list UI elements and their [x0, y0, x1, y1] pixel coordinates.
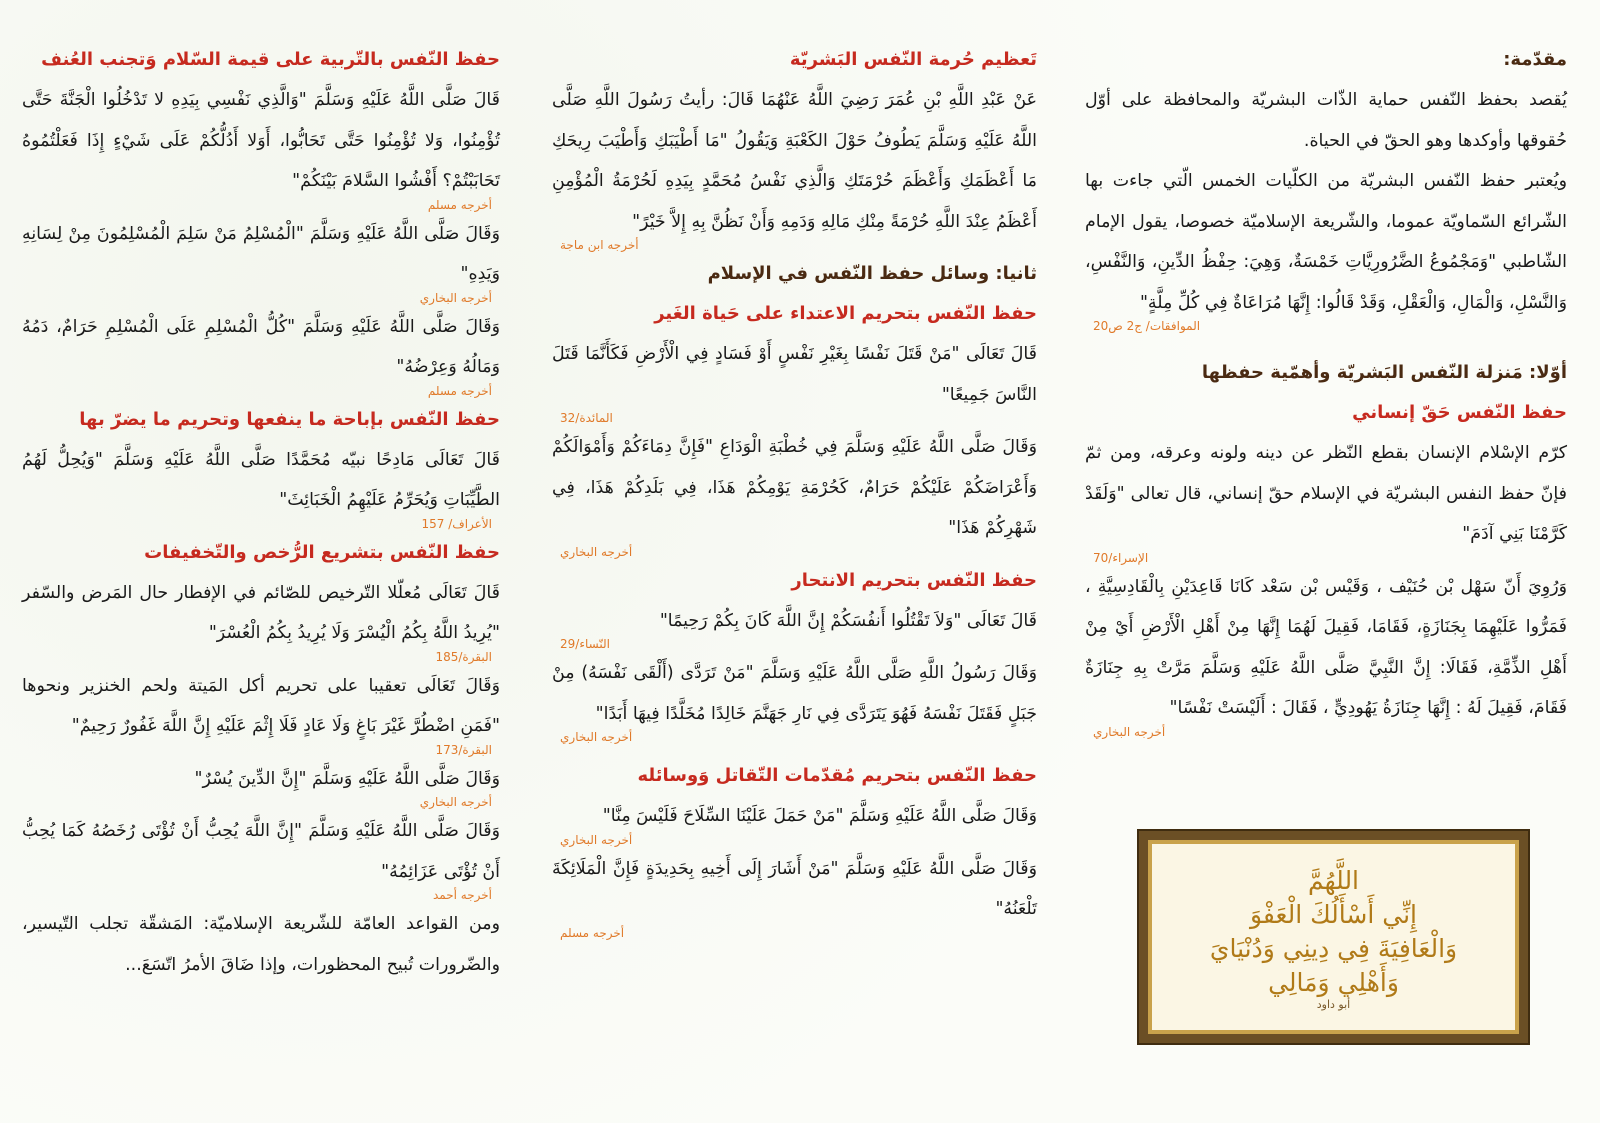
reference: البقرة/173 — [435, 742, 492, 757]
reference: أخرجه البخاري — [419, 290, 492, 305]
paragraph: وَقَالَ صَلَّى اللَّهُ عَلَيْهِ وَسَلَّمَ "الْمُسْلِمُ مَنْ سَلِمَ الْمُسْلِمُونَ مِنْ لِسَانِهِ وَيَدِهِ" — [22, 223, 500, 284]
paragraph: قَالَ صَلَّى اللَّهُ عَلَيْهِ وَسَلَّمَ "وَالَّذِي نَفْسِي بِيَدِهِ لا تَدْخُلُوا الْجَنَّةَ حَتَّى تُؤْمِنُوا، وَلا تُؤْمِنُوا حَتَّى تَحَابُّوا، أَوَلا أَدُلُّكُمْ عَلَى شَيْءٍ إِذَا فَعَلْتُمُوهُ تَحَابَبْتُمْ؟ أَفْشُوا السَّلامَ بَيْنَكُمْ" — [22, 90, 500, 191]
reference: أخرجه البخاري — [560, 544, 633, 559]
dua-panel — [1137, 829, 1530, 1045]
section1-heading: أوّلا: مَنزلة النّفس البَشريّة وأهمّية حفظها — [1201, 362, 1567, 383]
reference: أخرجه البخاري — [419, 795, 492, 809]
paragraph: وَقَالَ رَسُولُ اللَّهِ صَلَّى اللَّهُ عَلَيْهِ وَسَلَّمَ "مَنْ تَرَدَّى (أَلْقَى نَفْسَهُ) مِنْ جَبَلٍ فَقَتَلَ نَفْسَهُ فَهُوَ يَتَرَدَّى فِي نَارِ جَهَنَّمَ خَالِدًا مُخَلَّدًا فِيهَا أَبَدًا" — [552, 663, 1037, 724]
column-left — [22, 40, 500, 985]
intro-reference: الموافقات/ ج2 ص20 — [1093, 319, 1201, 333]
reference: أخرجه ابن ماجة — [560, 238, 639, 252]
dua-panel-inner — [1148, 840, 1519, 1034]
column-middle — [552, 40, 1037, 942]
reference: أخرجه البخاري — [560, 832, 633, 847]
heading-means: ثانيا: وسائل حفظ النّفس في الإسلام — [707, 263, 1037, 284]
heading-subsection: حفظ النّفس بالتّربية على قيمة السّلام وَتجنب العُنف — [41, 49, 500, 70]
heading-subsection: حفظ النّفس بتحريم مُقدّمات التّقاتل وَوسائله — [637, 765, 1037, 786]
paragraph: قَالَ تَعَالَى مُعلّلا التّرخيص للصّائم في الإفطار حال المَرض والسّفر "يُرِيدُ اللَّهُ بِكُمُ الْيُسْرَ وَلَا يُرِيدُ بِكُمُ الْعُسْرَ" — [22, 582, 500, 643]
paragraph: وَقَالَ صَلَّى اللَّهُ عَلَيْهِ وَسَلَّمَ "مَنْ حَمَلَ عَلَيْنَا السِّلَاحَ فَلَيْسَ مِنَّا" — [602, 806, 1037, 826]
heading-subsection: حفظ النّفس بإباحة ما ينفعها وتحريم ما يضرّ بها — [79, 408, 500, 430]
dua-line: اللَّهُمَّ — [1308, 865, 1360, 895]
paragraph: وَقَالَ صَلَّى اللَّهُ عَلَيْهِ وَسَلَّمَ "إِنَّ الدِّينَ يُسْرٌ" — [194, 768, 500, 789]
heading-subsection: حفظ النّفس بتشريع الرُّخص والتّخفيفات — [144, 541, 500, 563]
paragraph: وَقَالَ تَعَالَى تعقيبا على تحريم أكل المَيتة ولحم الخنزير ونحوها "فَمَنِ اضْطُرَّ غَيْرَ بَاغٍ وَلَا عَادٍ فَلَا إِثْمَ عَلَيْهِ إِنَّ اللَّهَ غَفُورٌ رَحِيمٌ" — [22, 675, 500, 736]
intro-paragraph-1: يُقصد بحفظ النّفس حماية الذّات البشريّة والمحافظة على أوّل حُقوقها وأوكدها وهو الحقّ في الحياة. — [1085, 90, 1567, 151]
paragraph: ومن القواعد العامّة للشّريعة الإسلاميّة: المَشقّة تجلب التّيسير، والضّرورات تُبيح المحظورات، وإذا ضَاقَ الأمرُ اتّسَعَ... — [22, 914, 500, 975]
paragraph: وَقَالَ صَلَّى اللَّهُ عَلَيْهِ وَسَلَّمَ "إِنَّ اللَّهَ يُحِبُّ أَنْ تُؤْتَى رُخَصُهُ كَمَا يُحِبُّ أَنْ تُؤْتَى عَزَائِمُهُ" — [22, 821, 500, 882]
dua-reference: أبو داود — [1316, 997, 1351, 1011]
paragraph: وَقَالَ صَلَّى اللَّهُ عَلَيْهِ وَسَلَّمَ "مَنْ أَشَارَ إِلَى أَخِيهِ بِحَدِيدَةٍ فَإِنَّ الْمَلَائِكَةَ تَلْعَنُهُ" — [552, 858, 1037, 919]
paragraph: وَقَالَ صَلَّى اللَّهُ عَلَيْهِ وَسَلَّمَ فِي خُطْبَةِ الْوَدَاعِ "فَإِنَّ دِمَاءَكُمْ وَأَمْوَالَكُمْ وَأَعْرَاضَكُمْ عَلَيْكُمْ حَرَامٌ، كَحُرْمَةِ يَوْمِكُمْ هَذَا، فِي بَلَدِكُمْ هَذَا، فِي شَهْرِكُمْ هَذَا" — [552, 437, 1037, 538]
reference: أخرجه البخاري — [560, 730, 633, 744]
reference: أخرجه مسلم — [427, 197, 492, 212]
section1-reference-2: أخرجه البخاري — [1093, 724, 1166, 739]
intro-paragraph-2: ويُعتبر حفظ النّفس البشريّة من الكلّيات الخمس الّتي جاءت بها الشّرائع السّماويّة عموما، والشّريعة الإسلاميّة خصوصا، يقول الإمام الشّاطبي "وَمَجْمُوعُ الضَّرُورِيَّاتِ خَمْسَةٌ، وَهِيَ: حِفْظُ الدِّينِ، وَالنَّفْسِ، وَالنَّسْلِ، وَالْمَالِ، وَالْعَقْلِ، وَقَدْ قَالُوا: إِنَّهَا مُرَاعَاةٌ فِي كُلِّ مِلَّةٍ" — [1085, 171, 1567, 313]
dua-line: وَالْعَافِيَةَ فِي دِينِي وَدُنْيَايَ — [1209, 933, 1458, 963]
paragraph: قَالَ تَعَالَى "مَنْ قَتَلَ نَفْسًا بِغَيْرِ نَفْسٍ أَوْ فَسَادٍ فِي الْأَرْضِ فَكَأَنَّمَا قَتَلَ النَّاسَ جَمِيعًا" — [552, 344, 1037, 405]
heading-subsection: حفظ النّفس بتحريم الاعتداء على حَياة الغَير — [654, 303, 1037, 324]
dua-line: وَأَهْلِي وَمَالِي — [1268, 967, 1399, 997]
reference: المائدة/32 — [560, 411, 613, 425]
heading-subsection: حفظ النّفس بتحريم الانتحار — [791, 569, 1037, 591]
heading-sanctity: تَعظيم حُرمة النّفس البَشريّة — [789, 49, 1037, 70]
paragraph: عَنْ عَبْدِ اللَّهِ بْنِ عُمَرَ رَضِيَ اللَّهُ عَنْهُمَا قَالَ: رأيتُ رَسُولَ اللَّهِ صَلَّى اللَّهُ عَلَيْهِ وَسَلَّمَ يَطُوفُ حَوْلَ الكَعْبَةِ وَيَقُولُ "مَا أَطْيَبَكِ وَأَطْيَبَ رِيحَكِ مَا أَعْظَمَكِ وَأَعْظَمَ حُرْمَتَكِ وَالَّذِي نَفْسُ مُحَمَّدٍ بِيَدِهِ لَحُرْمَةُ الْمُؤْمِنِ أَعْظَمُ عِنْدَ اللَّهِ حُرْمَةً مِنْكِ مَالِهِ وَدَمِهِ وَأَنْ نَظُنَّ بِهِ إِلاَّ خَيْرً" — [552, 90, 1037, 232]
reference: الأعراف/ 157 — [421, 516, 492, 531]
paragraph: وَقَالَ صَلَّى اللَّهُ عَلَيْهِ وَسَلَّمَ "كُلُّ الْمُسْلِمِ عَلَى الْمُسْلِمِ حَرَامٌ، دَمُهُ وَمَالُهُ وَعِرْضُهُ" — [22, 316, 500, 377]
section1-paragraph-2: وَرُوِيَ أَنّ سَهْل بْن حُنَيْف ، وَقَيْس بْن سَعْد كَانَا قَاعِدَيْنِ بِالْقَادِسِيَّةِ ، فَمَرُّوا عَلَيْهِمَا بِجَنَازَةٍ، فَقَامَا، فَقِيلَ لَهُمَا إِنَّهَا مِنْ أَهْلِ الْأَرْضِ أَيْ مِنْ أَهْلِ الذِّمَّةِ، فَقَالَا: إِنَّ النَّبِيَّ صَلَّى اللَّهُ عَلَيْهِ وَسَلَّمَ مَرَّتْ بِهِ جِنَازَةٌ فَقَامَ، فَقِيلَ لَهُ : إِنَّهَا جِنَازَةُ يَهُودِيٍّ ، فَقَالَ : أَلَيْسَتْ نَفْسًا" — [1085, 576, 1567, 718]
paragraph: قَالَ تَعَالَى "وَلاَ تَقْتُلُوا أَنفُسَكُمْ إِنَّ اللَّهَ كَانَ بِكُمْ رَحِيمًا" — [659, 610, 1037, 631]
paragraph: قَالَ تَعَالَى مَادِحًا نبيّه مُحَمَّدًا صَلَّى اللَّهُ عَلَيْهِ وَسَلَّمَ "وَيُحِلُّ لَهُمُ الطَّيِّبَاتِ وَيُحَرِّمُ عَلَيْهِمُ الْخَبَائِثَ" — [22, 449, 500, 510]
reference: أخرجه مسلم — [427, 383, 492, 398]
column-right — [1085, 40, 1567, 741]
reference: أخرجه مسلم — [560, 925, 625, 940]
section1-subheading: حفظ النّفس حَقّ إنساني — [1352, 402, 1567, 423]
reference: البقرة/185 — [435, 649, 492, 664]
reference: النّساء/29 — [560, 637, 610, 651]
reference: أخرجه أحمد — [432, 888, 492, 902]
section1-reference-1: الإسراء/70 — [1093, 550, 1149, 565]
dua-line: إِنِّي أَسْأَلُكَ الْعَفْوَ — [1249, 899, 1418, 929]
section1-paragraph-1: كرّم الإسْلام الإنسان بقطع النّظر عن دينه ولونه وعرقه، ومن ثمّ فإنّ حفظ النفس البشريّة في الإسلام حقّ إنساني، قال تعالى "وَلَقَدْ كَرَّمْنَا بَنِي آدَمَ" — [1085, 443, 1567, 544]
intro-heading: مقدّمة: — [1503, 49, 1567, 70]
